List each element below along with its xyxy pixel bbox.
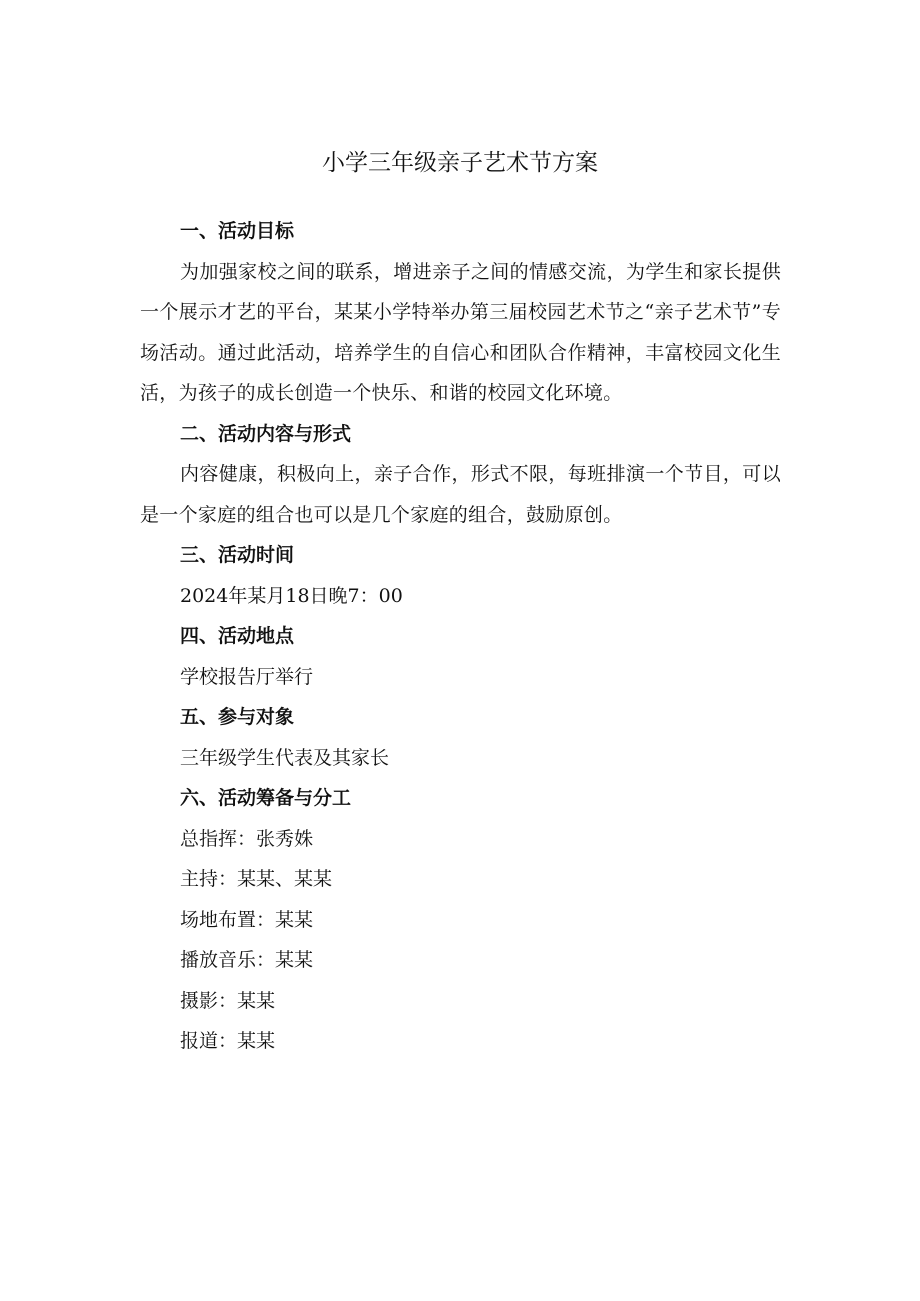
- role-line: 报道：某某: [180, 1030, 276, 1052]
- section-participants: [140, 697, 781, 778]
- role-line: 场地布置：某某: [180, 908, 314, 931]
- document-title: 小学三年级亲子艺术节方案: [322, 150, 598, 176]
- section-preparation: [140, 778, 781, 1062]
- section-paragraph: 为加强家校之间的联系，增进亲子之间的情感交流，为学生和家长提供一个展示才艺的平台，某某小学特举办第三届校园艺术节之“亲子艺术节”专场活动。通过此活动，培养学生的自信心和团队合作精神，丰富校园文化生活，为孩子的成长创造一个快乐、和谐的校园文化环境。: [140, 260, 781, 404]
- section-heading: 四、活动地点: [180, 625, 295, 647]
- event-time: 2024年某月18日晚7：00: [180, 584, 403, 607]
- section-place: [140, 616, 781, 697]
- role-line: 总指挥：张秀姝: [180, 827, 314, 850]
- document-body: [140, 211, 781, 1062]
- section-heading: 一、活动目标: [180, 220, 295, 242]
- event-participants: 三年级学生代表及其家长: [180, 746, 390, 769]
- section-heading: 三、活动时间: [180, 544, 295, 566]
- event-place: 学校报告厅举行: [180, 665, 314, 688]
- section-heading: 五、参与对象: [180, 706, 295, 728]
- section-heading: 二、活动内容与形式: [180, 422, 352, 445]
- role-line: 播放音乐：某某: [180, 949, 314, 971]
- section-time: [140, 535, 781, 616]
- section-goal: [140, 211, 781, 414]
- section-heading: 六、活动筹备与分工: [180, 787, 352, 809]
- section-paragraph: 内容健康，积极向上，亲子合作，形式不限，每班排演一个节目，可以是一个家庭的组合也可以是几个家庭的组合，鼓励原创。: [140, 463, 781, 526]
- role-line: 摄影：某某: [180, 989, 276, 1012]
- role-line: 主持：某某、某某: [180, 868, 333, 890]
- section-content-form: [140, 414, 781, 536]
